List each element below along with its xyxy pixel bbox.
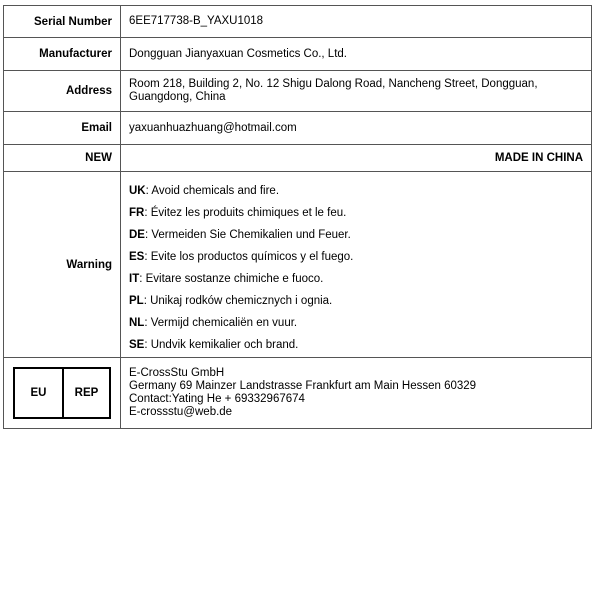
language-code: UK bbox=[129, 185, 146, 197]
warning-text: : Avoid chemicals and fire. bbox=[145, 185, 280, 197]
warning-line bbox=[129, 229, 583, 242]
serial-number-row bbox=[4, 6, 592, 38]
eu-rep-row bbox=[4, 358, 592, 429]
language-code: DE bbox=[129, 229, 145, 241]
warning-line bbox=[129, 339, 583, 352]
origin-row bbox=[4, 145, 592, 172]
eu-rep-address: Germany 69 Mainzer Landstrasse Frankfurt am Main Hessen 60329 bbox=[129, 380, 477, 392]
address-label: Address bbox=[4, 71, 121, 112]
eu-rep-details bbox=[121, 358, 592, 429]
manufacturer-label: Manufacturer bbox=[4, 38, 121, 71]
eu-rep-contact: Contact:Yating He + 69332967674 bbox=[129, 393, 305, 405]
product-label-table bbox=[3, 5, 592, 429]
language-code: PL bbox=[129, 295, 144, 307]
email-value: yaxuanhuazhuang@hotmail.com bbox=[121, 112, 592, 145]
warning-line bbox=[129, 295, 583, 308]
email-label: Email bbox=[4, 112, 121, 145]
language-code: IT bbox=[129, 273, 140, 285]
warning-line bbox=[129, 317, 583, 330]
warning-list bbox=[129, 177, 583, 352]
warning-row bbox=[4, 172, 592, 358]
address-row bbox=[4, 71, 592, 112]
manufacturer-value: Dongguan Jianyaxuan Cosmetics Co., Ltd. bbox=[121, 38, 592, 71]
language-code: SE bbox=[129, 339, 145, 351]
warning-line bbox=[129, 251, 583, 264]
warning-text: : Undvik kemikalier och brand. bbox=[144, 339, 299, 351]
warning-text: : Vermeiden Sie Chemikalien und Feuer. bbox=[144, 229, 351, 241]
warning-line bbox=[129, 273, 583, 286]
email-row bbox=[4, 112, 592, 145]
warning-text: : Unikaj rodków chemicznych i ognia. bbox=[143, 295, 333, 307]
address-value: Room 218, Building 2, No. 12 Shigu Dalong Road, Nancheng Street, Dongguan, Guangdong, China bbox=[121, 71, 592, 112]
warning-text: : Évitez les produits chimiques et le feu. bbox=[144, 207, 347, 219]
eu-rep-symbol-cell bbox=[4, 358, 121, 429]
warning-list-cell bbox=[121, 172, 592, 358]
warning-text: : Evitare sostanze chimiche e fuoco. bbox=[139, 273, 324, 285]
made-in-china-text: MADE IN CHINA bbox=[121, 145, 592, 172]
serial-number-label: Serial Number bbox=[4, 6, 121, 38]
warning-label: Warning bbox=[4, 172, 121, 358]
warning-text: : Vermijd chemicaliën en vuur. bbox=[144, 317, 298, 329]
eu-rep-email: E-crossstu@web.de bbox=[129, 406, 233, 418]
language-code: ES bbox=[129, 251, 145, 263]
language-code: FR bbox=[129, 207, 145, 219]
new-label: NEW bbox=[4, 145, 121, 172]
manufacturer-row bbox=[4, 38, 592, 71]
eu-symbol-text: EU bbox=[15, 369, 64, 417]
serial-number-value: 6EE717738-B_YAXU1018 bbox=[121, 6, 592, 38]
warning-line bbox=[129, 207, 583, 220]
rep-symbol-text: REP bbox=[74, 387, 99, 399]
eu-rep-icon bbox=[13, 367, 111, 419]
warning-line bbox=[129, 185, 583, 198]
language-code: NL bbox=[129, 317, 145, 329]
warning-text: : Evite los productos químicos y el fuego. bbox=[144, 251, 354, 263]
eu-rep-company: E-CrossStu GmbH bbox=[129, 367, 225, 379]
